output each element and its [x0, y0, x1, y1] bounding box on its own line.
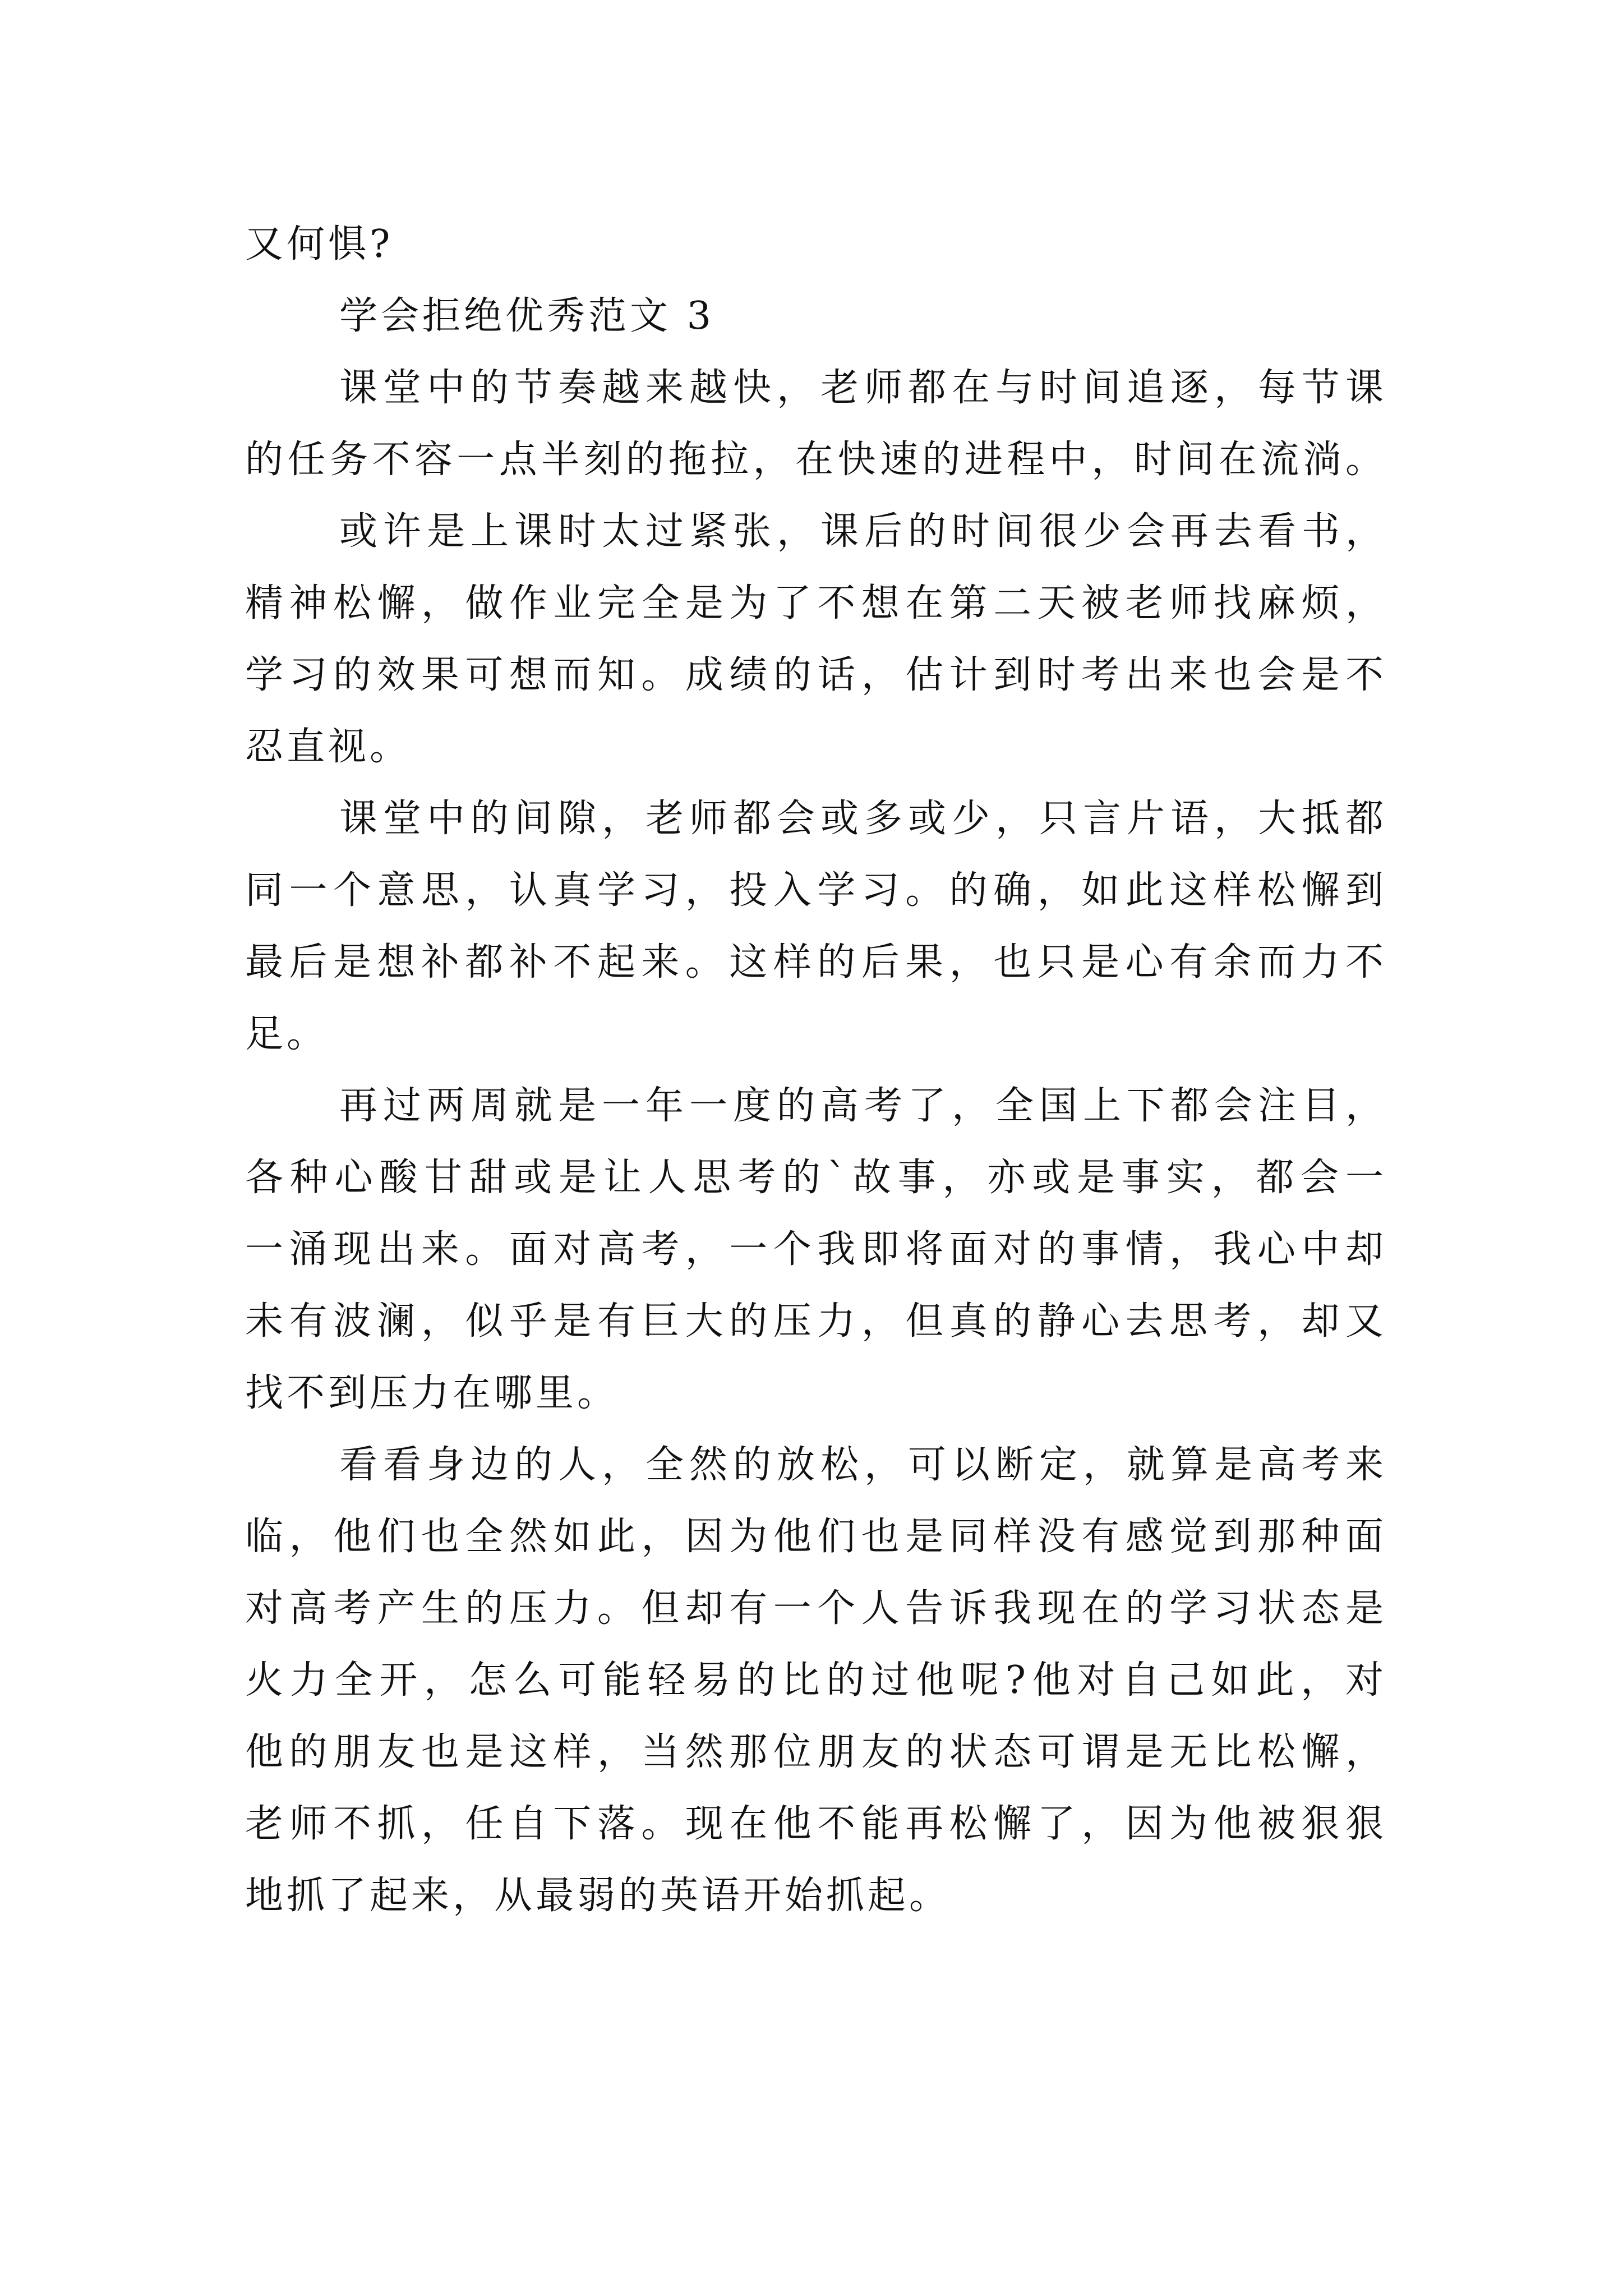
text-line: 临，他们也全然如此，因为他们也是同样没有感觉到那种面	[245, 1515, 1384, 1559]
text-line: 火力全开，怎么可能轻易的比的过他呢?他对自己如此，对	[245, 1658, 1384, 1703]
text-line: 他的朋友也是这样，当然那位朋友的状态可谓是无比松懈，	[245, 1730, 1384, 1774]
text-line: 精神松懈，做作业完全是为了不想在第二天被老师找麻烦，	[245, 581, 1384, 625]
text-line: 课堂中的间隙，老师都会或多或少，只言片语，大抵都	[339, 797, 1384, 841]
text-line: 地抓了起来，从最弱的英语开始抓起。	[245, 1874, 951, 1918]
text-line: 未有波澜，似乎是有巨大的压力，但真的静心去思考，却又	[245, 1299, 1384, 1343]
text-line: 又何惧?	[245, 222, 394, 266]
text-line: 找不到压力在哪里。	[245, 1371, 619, 1415]
text-line: 各种心酸甘甜或是让人思考的`故事，亦或是事实，都会一	[245, 1156, 1384, 1200]
text-line: 老师不抓，任自下落。现在他不能再松懈了，因为他被狠狠	[245, 1802, 1384, 1846]
text-line: 足。	[245, 1012, 329, 1056]
text-line: 看看身边的人，全然的放松，可以断定，就算是高考来	[339, 1443, 1384, 1487]
text-line: 再过两周就是一年一度的高考了，全国上下都会注目，	[339, 1084, 1384, 1128]
text-line: 忍直视。	[245, 725, 412, 769]
text-line: 学习的效果可想而知。成绩的话，估计到时考出来也会是不	[245, 653, 1384, 697]
text-line: 同一个意思，认真学习，投入学习。的确，如此这样松懈到	[245, 868, 1384, 913]
text-line: 课堂中的节奏越来越快，老师都在与时间追逐，每节课	[339, 366, 1384, 410]
text-line: 对高考产生的压力。但却有一个人告诉我现在的学习状态是	[245, 1586, 1384, 1631]
section-heading: 学会拒绝优秀范文 3	[339, 294, 714, 338]
text-line: 或许是上课时太过紧张，课后的时间很少会再去看书，	[339, 509, 1384, 554]
text-line: 最后是想补都补不起来。这样的后果，也只是心有余而力不	[245, 940, 1384, 984]
text-line: 一涌现出来。面对高考，一个我即将面对的事情，我心中却	[245, 1227, 1384, 1272]
text-line: 的任务不容一点半刻的拖拉，在快速的进程中，时间在流淌。	[245, 438, 1384, 482]
